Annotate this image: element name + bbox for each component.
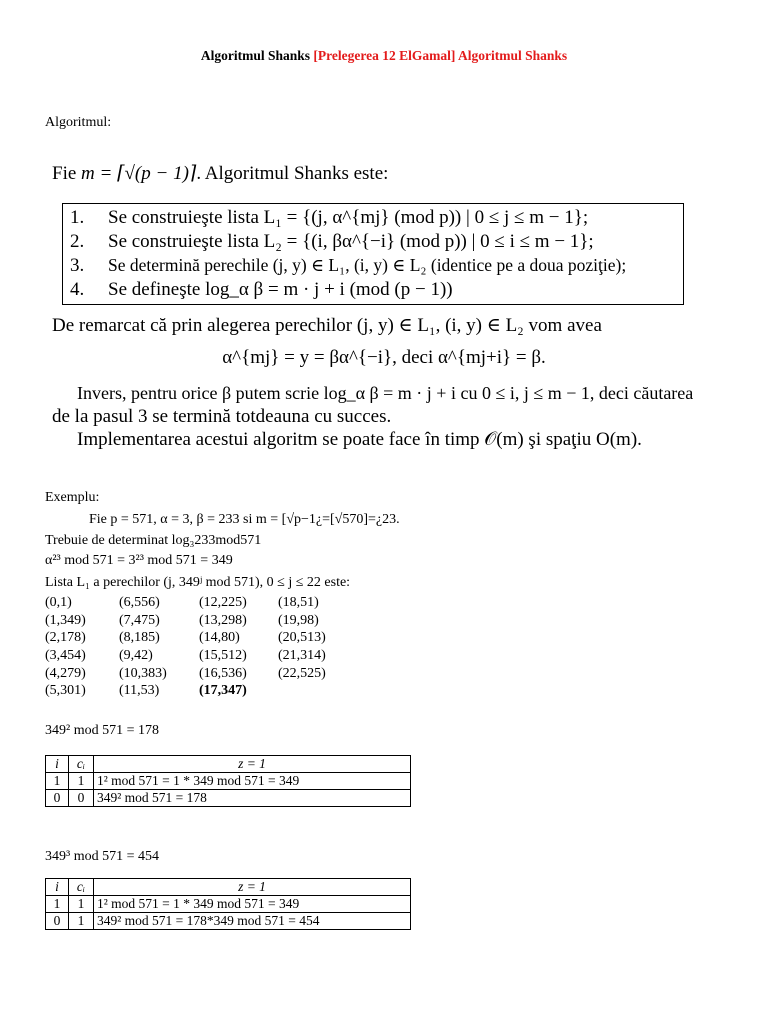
remark-line: De remarcat că prin alegerea perechilor (j, y) ∈ L₁, (i, y) ∈ L₂ vom avea <box>52 315 602 336</box>
pairs-column <box>119 595 167 701</box>
cell-ci: 1 <box>69 896 94 913</box>
computation-table-1 <box>45 755 411 807</box>
pair-item: (22,525) <box>278 665 326 681</box>
implementation-line: Implementarea acestui algoritm se poate face în timp 𝒪(m) şi spaţiu O(m). <box>77 429 642 450</box>
header-ci: cᵢ <box>69 756 94 773</box>
centered-formula: α^{mj} = y = βα^{−i}, deci α^{mj+i} = β. <box>222 347 546 368</box>
cell-i: 1 <box>46 896 69 913</box>
example-heading: Exemplu: <box>45 490 100 505</box>
step-number: 4. <box>70 279 85 300</box>
pairs-column <box>45 595 86 701</box>
step-row <box>70 207 588 229</box>
pair-item: (1,349) <box>45 612 86 628</box>
pair-item-match: (17,347) <box>199 683 247 699</box>
pair-item: (16,536) <box>199 665 247 681</box>
title-bracketed: [Prelegerea 12 ElGamal] Algoritmul Shanks <box>313 48 568 63</box>
invers-line-2: de la pasul 3 se termină totdeauna cu succes. <box>52 406 392 427</box>
pair-item: (2,178) <box>45 630 86 646</box>
header-ci: cᵢ <box>69 879 94 896</box>
step-number: 3. <box>70 255 85 276</box>
pair-item: (6,556) <box>119 595 160 610</box>
header-z: z = 1 <box>94 879 411 896</box>
pairs-column <box>199 595 247 701</box>
pair-item: (20,513) <box>278 630 326 646</box>
invers-line-1: Invers, pentru orice β putem scrie log_α β = m · j + i cu 0 ≤ i, j ≤ m − 1, deci căutarea <box>77 383 694 403</box>
pair-item: (9,42) <box>119 648 153 664</box>
pair-item: (19,98) <box>278 612 319 628</box>
fie-prefix: Fie <box>52 163 82 184</box>
algorithm-heading: Algoritmul: <box>45 115 112 130</box>
cell-ci: 0 <box>69 790 94 807</box>
pairs-column <box>278 595 326 683</box>
cell-z: 349² mod 571 = 178*349 mod 571 = 454 <box>94 913 411 930</box>
table-row <box>46 773 411 790</box>
cell-ci: 1 <box>69 773 94 790</box>
step-text: Se construieşte lista L₁ = {(j, α^{mj} (mod p)) | 0 ≤ j ≤ m − 1}; <box>108 207 589 228</box>
pair-item: (3,454) <box>45 648 86 664</box>
pair-item: (0,1) <box>45 595 72 610</box>
step-row <box>70 255 626 277</box>
list-intro: Lista L₁ a perechilor (j, 349ʲ mod 571), 0 ≤ j ≤ 22 este: <box>45 575 351 590</box>
pair-item: (4,279) <box>45 665 86 681</box>
pair-item: (14,80) <box>199 630 240 646</box>
fie-formula: m = ⌈√(p − 1)⌉ <box>81 163 197 184</box>
step-text: Se construieşte lista L₂ = {(i, βα^{−i} (mod p)) | 0 ≤ i ≤ m − 1}; <box>108 231 594 252</box>
pair-item: (8,185) <box>119 630 160 646</box>
pair-item: (21,314) <box>278 648 326 664</box>
header-i: i <box>46 879 69 896</box>
pair-item: (12,225) <box>199 595 247 610</box>
step-text: Se defineşte log_α β = m · j + i (mod (p − 1)) <box>108 279 453 300</box>
header-i: i <box>46 756 69 773</box>
table-header-row <box>46 756 411 773</box>
equation-1: 349² mod 571 = 178 <box>45 723 159 738</box>
cell-z: 349² mod 571 = 178 <box>94 790 411 807</box>
step-row <box>70 231 594 253</box>
pair-item: (15,512) <box>199 648 247 664</box>
computation-table-2 <box>45 878 411 930</box>
pair-item: (5,301) <box>45 683 86 699</box>
pair-item: (11,53) <box>119 683 160 699</box>
pair-item: (13,298) <box>199 612 247 628</box>
step-row <box>70 279 453 301</box>
example-goal: Trebuie de determinat log₃233mod571 <box>45 533 262 548</box>
cell-ci: 1 <box>69 913 94 930</box>
cell-z: 1² mod 571 = 1 * 349 mod 571 = 349 <box>94 896 411 913</box>
step-text: Se determină perechile (j, y) ∈ L₁, (i, y) ∈ L₂ (identice pe a doua poziţie); <box>108 255 627 275</box>
cell-z: 1² mod 571 = 1 * 349 mod 571 = 349 <box>94 773 411 790</box>
cell-i: 0 <box>46 790 69 807</box>
fie-line <box>52 162 388 185</box>
page-title <box>0 48 768 64</box>
example-params: Fie p = 571, α = 3, β = 233 si m = [√p−1¿=[√570]=¿23. <box>89 512 400 527</box>
equation-2: 349³ mod 571 = 454 <box>45 849 159 864</box>
title-main: Algoritmul Shanks <box>200 48 314 63</box>
cell-i: 1 <box>46 773 69 790</box>
step-number: 1. <box>70 207 85 228</box>
pair-item: (10,383) <box>119 665 167 681</box>
fie-suffix: . Algoritmul Shanks este: <box>196 163 389 184</box>
table-row <box>46 896 411 913</box>
step-number: 2. <box>70 231 85 252</box>
alpha-power-line: α²³ mod 571 = 3²³ mod 571 = 349 <box>45 553 233 568</box>
table-row <box>46 913 411 930</box>
pair-item: (18,51) <box>278 595 319 610</box>
cell-i: 0 <box>46 913 69 930</box>
pair-item: (7,475) <box>119 612 160 628</box>
table-row <box>46 790 411 807</box>
header-z: z = 1 <box>94 756 411 773</box>
algorithm-steps-box <box>62 203 684 305</box>
table-header-row <box>46 879 411 896</box>
